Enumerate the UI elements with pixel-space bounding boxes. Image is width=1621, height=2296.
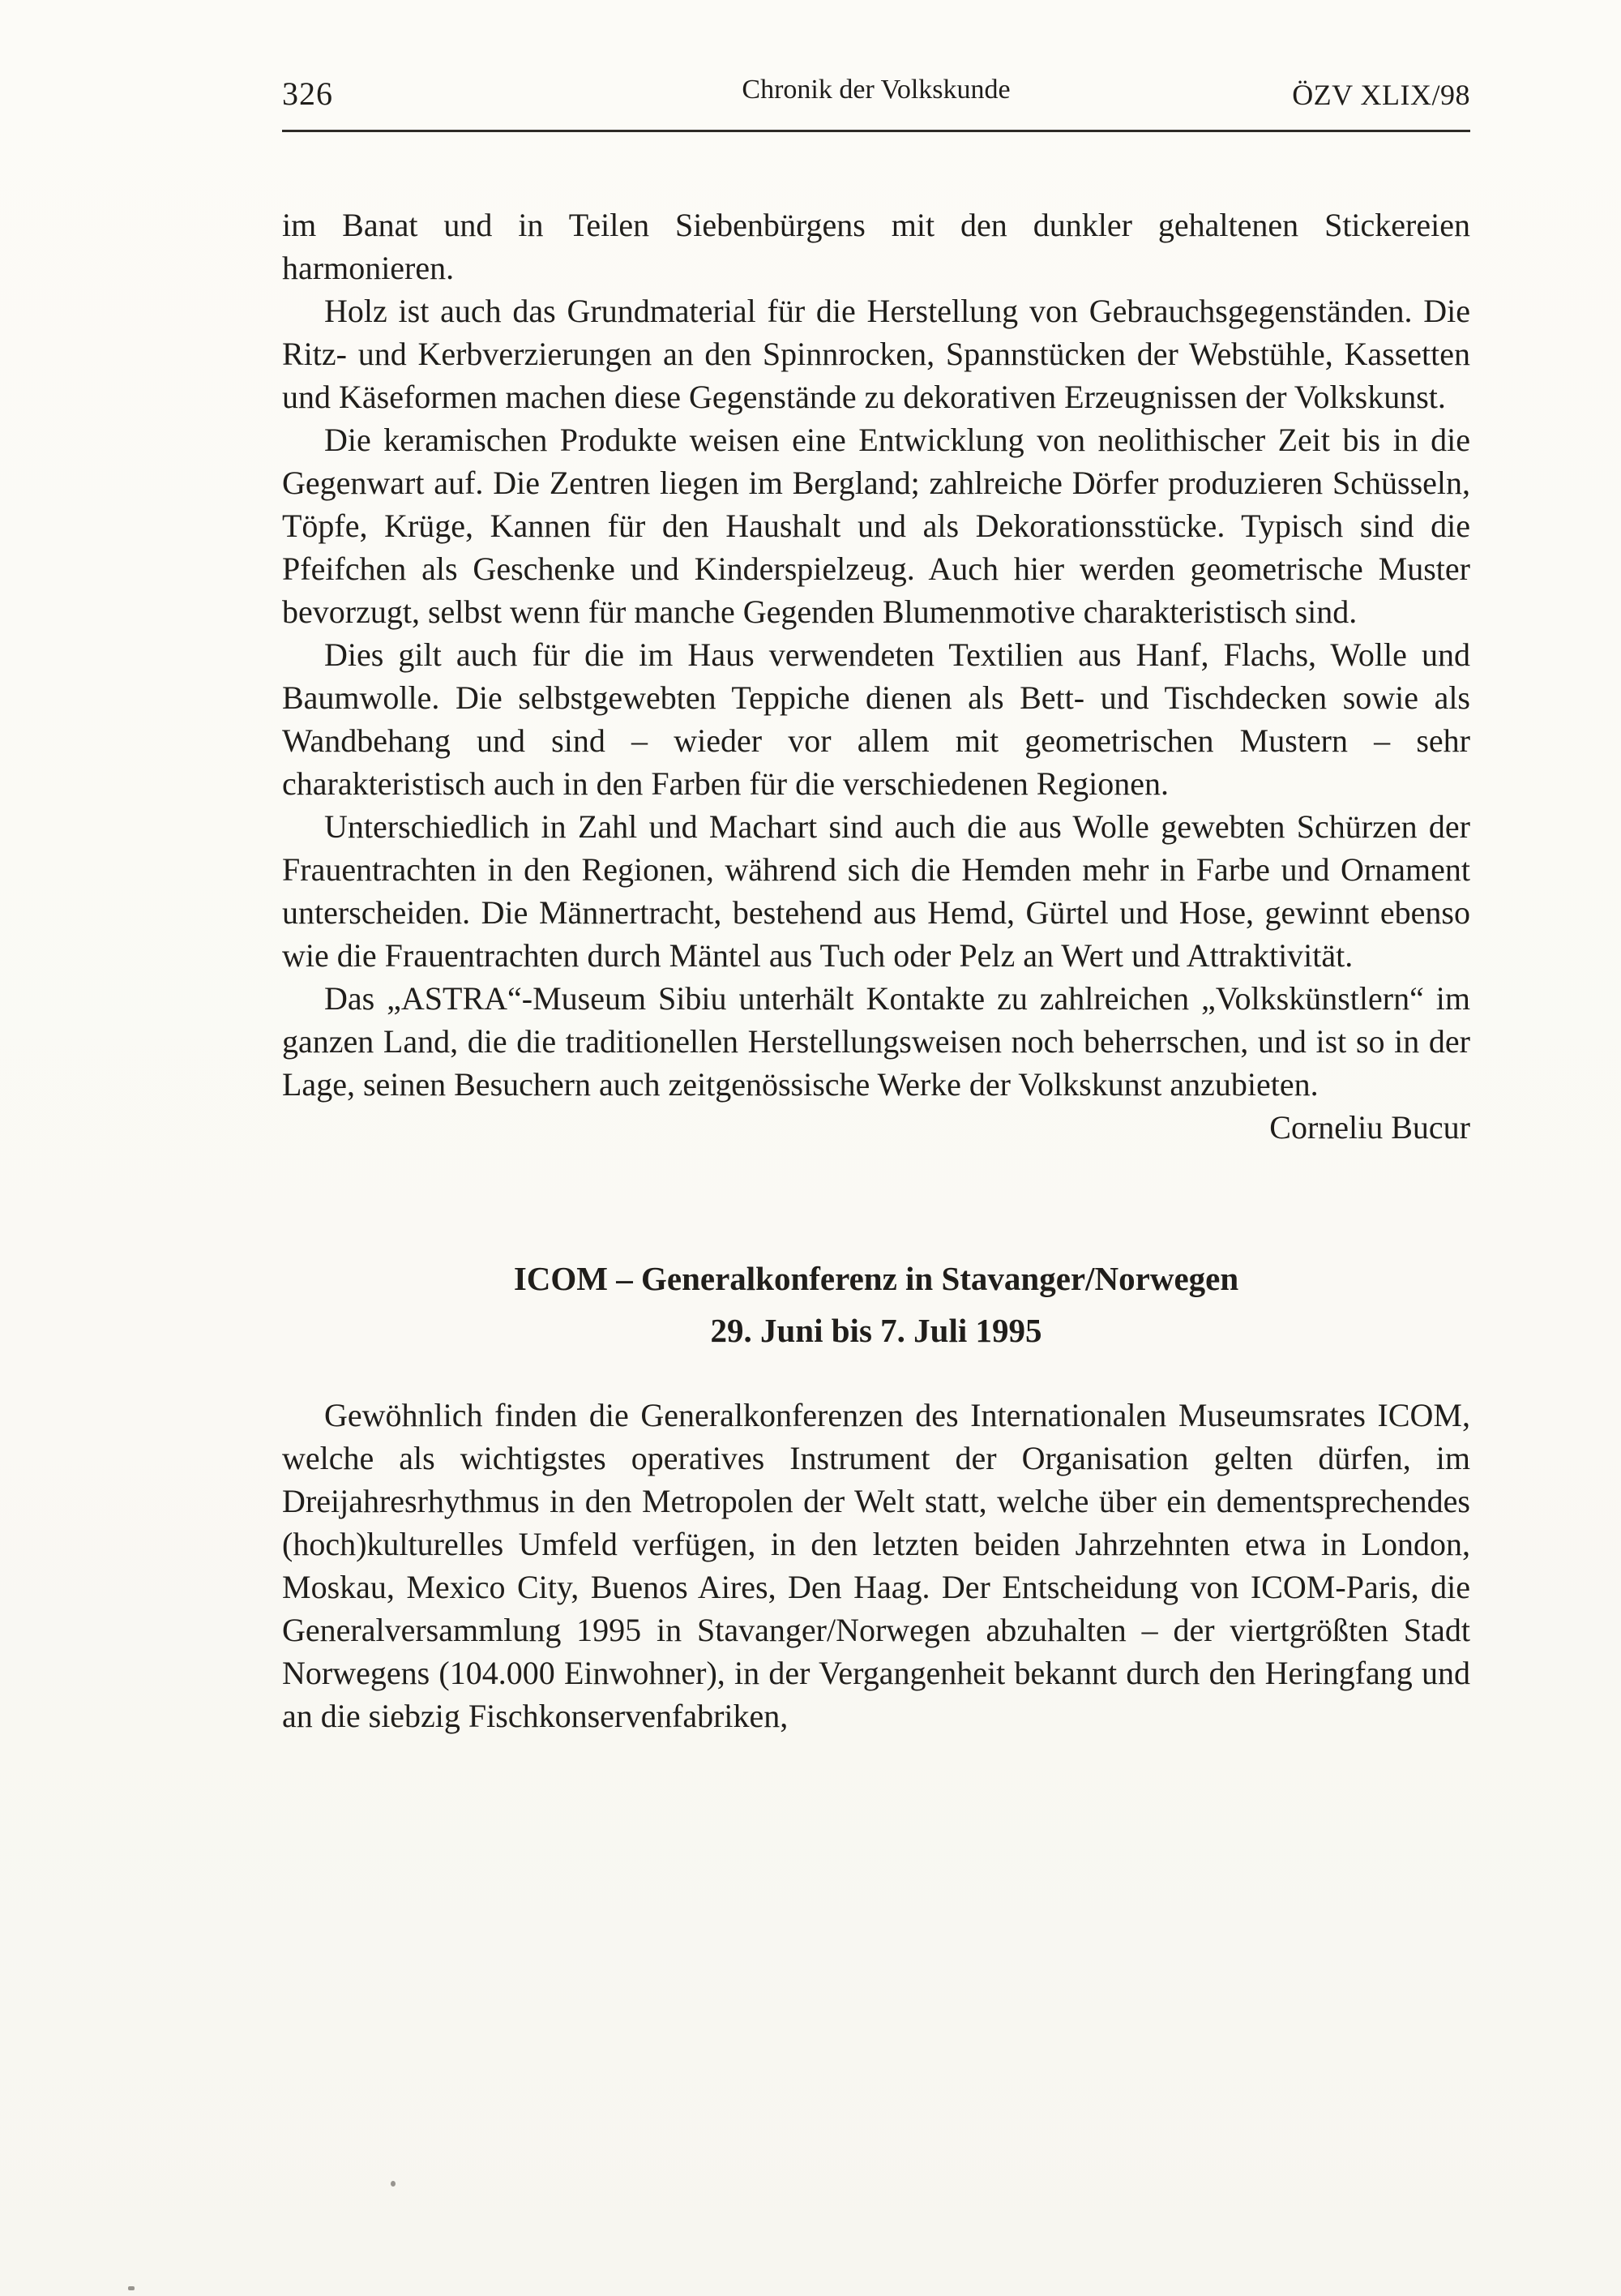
paragraph: im Banat und in Teilen Siebenbürgens mit den dunkler gehaltenen Stickereien harmonieren.	[282, 207, 1470, 286]
paragraph: Das „ASTRA“-Museum Sibiu unterhält Kontakte zu zahlreichen „Volkskünstlern“ im ganzen Land, die die traditionellen Herstellungsweisen noch beherrschen, und ist so in der Lage, seinen Besuchern auch zeitgenössische Werke der Volkskunst anzubieten.	[282, 980, 1470, 1103]
author-signature: Corneliu Bucur	[1269, 1109, 1470, 1146]
scan-artifact-dot	[128, 2286, 135, 2290]
paragraph: Unterschiedlich in Zahl und Machart sind auch die aus Wolle gewebten Schürzen der Frauentrachten in den Regionen, während sich die Hemden mehr in Farbe und Ornament unterscheiden. Die Männertracht, bestehend aus Hemd, Gürtel und Hose, gewinnt ebenso wie die Frauentrachten durch Mäntel aus Tuch oder Pelz an Wert und Attraktivität.	[282, 808, 1470, 974]
text-block	[282, 75, 1470, 1737]
article-title-line2: 29. Juni bis 7. Juli 1995	[710, 1312, 1042, 1349]
running-title: Chronik der Volkskunde	[742, 75, 1011, 105]
running-head	[282, 75, 1470, 117]
article-continuation	[282, 203, 1470, 1149]
paragraph: Dies gilt auch für die im Haus verwendeten Textilien aus Hanf, Flachs, Wolle und Baumwolle. Die selbstgewebten Teppiche dienen als Bett- und Tischdecken sowie als Wandbehang und sind – wieder vor allem mit geometrischen Mustern – sehr charakteristisch auch in den Farben für die verschiedenen Regionen.	[282, 636, 1470, 802]
article-title	[282, 1253, 1470, 1356]
paragraph: Gewöhnlich finden die Generalkonferenzen des Internationalen Museumsrates ICOM, welche als wichtigstes operatives Instrument der Organisation gelten dürfen, im Dreijahresrhythmus in den Metropolen der Welt statt, welche über ein dementsprechendes (hoch)kulturelles Umfeld verfügen, in den letzten beiden Jahrzehnten etwa in London, Moskau, Mexico City, Buenos Aires, Den Haag. Der Entscheidung von ICOM-Paris, die Generalversammlung 1995 in Stavanger/Norwegen abzuhalten – der viertgrößten Stadt Norwegens (104.000 Einwohner), in der Vergangenheit bekannt durch den Heringfang und an die siebzig Fischkonservenfabriken,	[282, 1397, 1470, 1734]
paragraph: Die keramischen Produkte weisen eine Entwicklung von neolithischer Zeit bis in die Gegenwart auf. Die Zentren liegen im Bergland; zahlreiche Dörfer produzieren Schüsseln, Töpfe, Krüge, Kannen für den Haushalt und als Dekorationsstücke. Typisch sind die Pfeifchen als Geschenke und Kinderspielzeug. Auch hier werden geometrische Muster bevorzugt, selbst wenn für manche Gegenden Blumenmotive charakteristisch sind.	[282, 422, 1470, 630]
article-title-line1: ICOM – Generalkonferenz in Stavanger/Norwegen	[513, 1260, 1239, 1297]
scan-artifact-dot	[391, 2181, 396, 2187]
header-rule	[282, 130, 1470, 132]
journal-reference: ÖZV XLIX/98	[1292, 79, 1470, 111]
paragraph: Holz ist auch das Grundmaterial für die Herstellung von Gebrauchsgegenständen. Die Ritz- und Kerbverzierungen an den Spinnrocken, Spannstücken der Webstühle, Kassetten und Käseformen machen diese Gegenstände zu dekorativen Erzeugnissen der Volkskunst.	[282, 293, 1470, 415]
page-number: 326	[282, 75, 333, 112]
icom-article	[282, 1253, 1470, 1737]
